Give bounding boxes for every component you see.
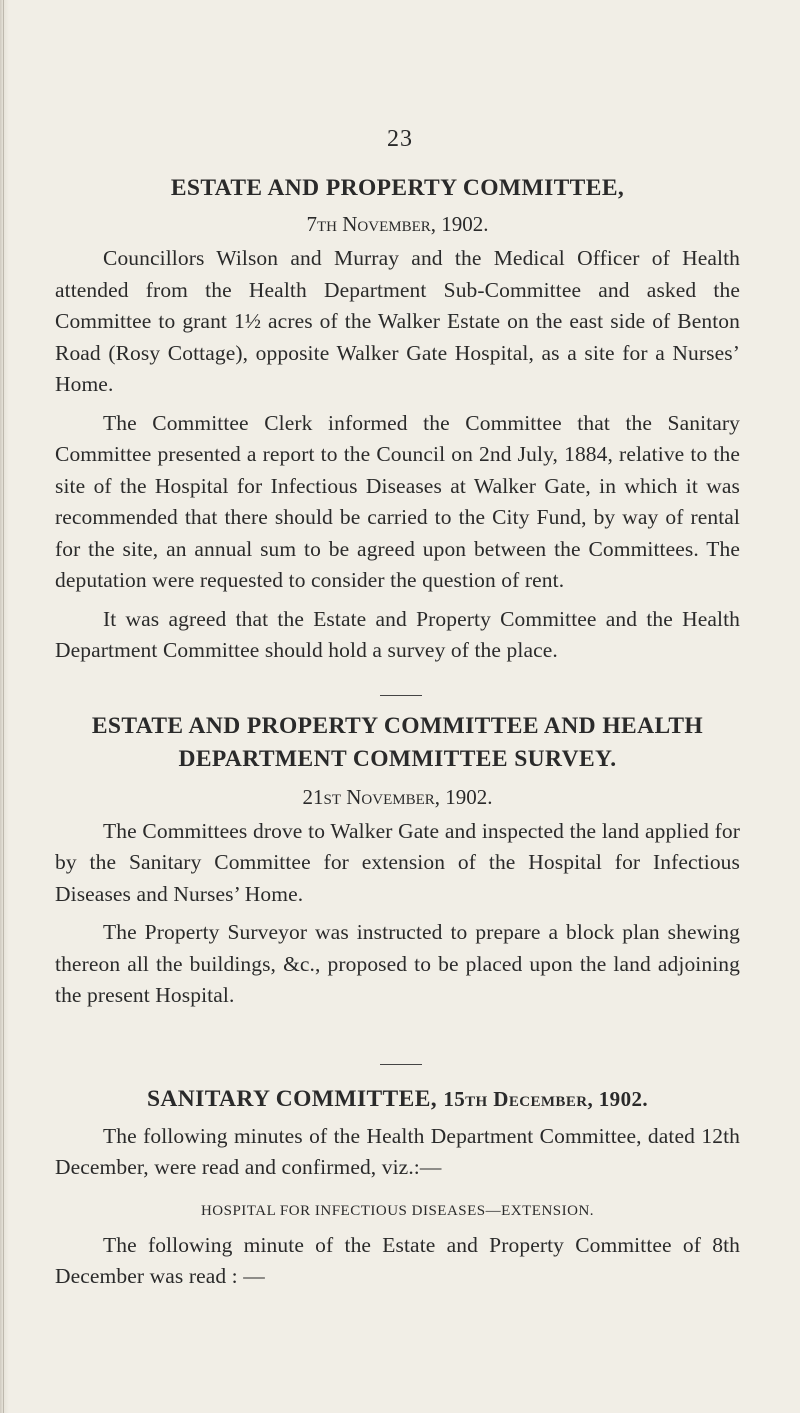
section-heading-title: SANITARY COMMITTEE, xyxy=(146,1085,438,1112)
binding-line xyxy=(3,0,4,1413)
section-heading: ESTATE AND PROPERTY COMMITTEE, xyxy=(170,175,625,201)
section-committee-survey xyxy=(55,696,740,1012)
section-date: 21st November, 1902. xyxy=(302,784,493,809)
paragraph: The following minutes of the Health Department Committee, dated 12th December, were read and confirmed, viz.:— xyxy=(55,1123,740,1179)
section-heading xyxy=(55,1083,740,1116)
paragraph: The Property Surveyor was instructed to prepare a block plan shewing thereon all the buildings, &c., proposed to be placed upon the land adjoining the present Hospital. xyxy=(55,920,740,1007)
document-page xyxy=(55,128,740,1293)
section-sanitary-committee xyxy=(55,1065,740,1293)
binding-edge xyxy=(0,0,9,1413)
paragraph: The Committee Clerk informed the Committee that the Sanitary Committee presented a report to the Council on 2nd July, 1884, relative to the site of the Hospital for Infectious Diseases at Walker Gate, in which it was recommended that there should be carried to the City Fund, by way of rental for the site, an annual sum to be agreed upon between the Committees. The deputation were requested to consider the question of rent. xyxy=(55,410,740,592)
paragraph: It was agreed that the Estate and Property Committee and the Health Department Committee should hold a survey of the place. xyxy=(55,606,740,662)
subheading: HOSPITAL FOR INFECTIOUS DISEASES—EXTENSION. xyxy=(200,1202,595,1219)
paragraph: The Committees drove to Walker Gate and inspected the land applied for by the Sanitary Committee for extension of the Hospital for Infectious Diseases and Nurses’ Home. xyxy=(55,818,740,906)
section-heading-line-1: ESTATE AND PROPERTY COMMITTEE AND HEALTH xyxy=(91,712,704,739)
section-date: 7th November, 1902. xyxy=(306,212,489,236)
section-heading-date: 15th December, 1902. xyxy=(443,1086,649,1111)
page-number: 23 xyxy=(387,126,413,152)
paragraph: The following minute of the Estate and Property Committee of 8th December was read : — xyxy=(55,1232,740,1288)
section-divider xyxy=(380,695,422,696)
section-estate-property-committee xyxy=(55,128,740,667)
section-heading-line-2: DEPARTMENT COMMITTEE SURVEY. xyxy=(178,745,617,772)
paragraph: Councillors Wilson and Murray and the Medical Officer of Health attended from the Health Department Sub-Committee and asked the Committee to grant 1½ acres of the Walker Estate on the east side of Benton Road (Rosy Cottage), opposite Walker Gate Hospital, as a site for a Nurses’ Home. xyxy=(55,246,740,396)
section-divider xyxy=(380,1064,422,1065)
